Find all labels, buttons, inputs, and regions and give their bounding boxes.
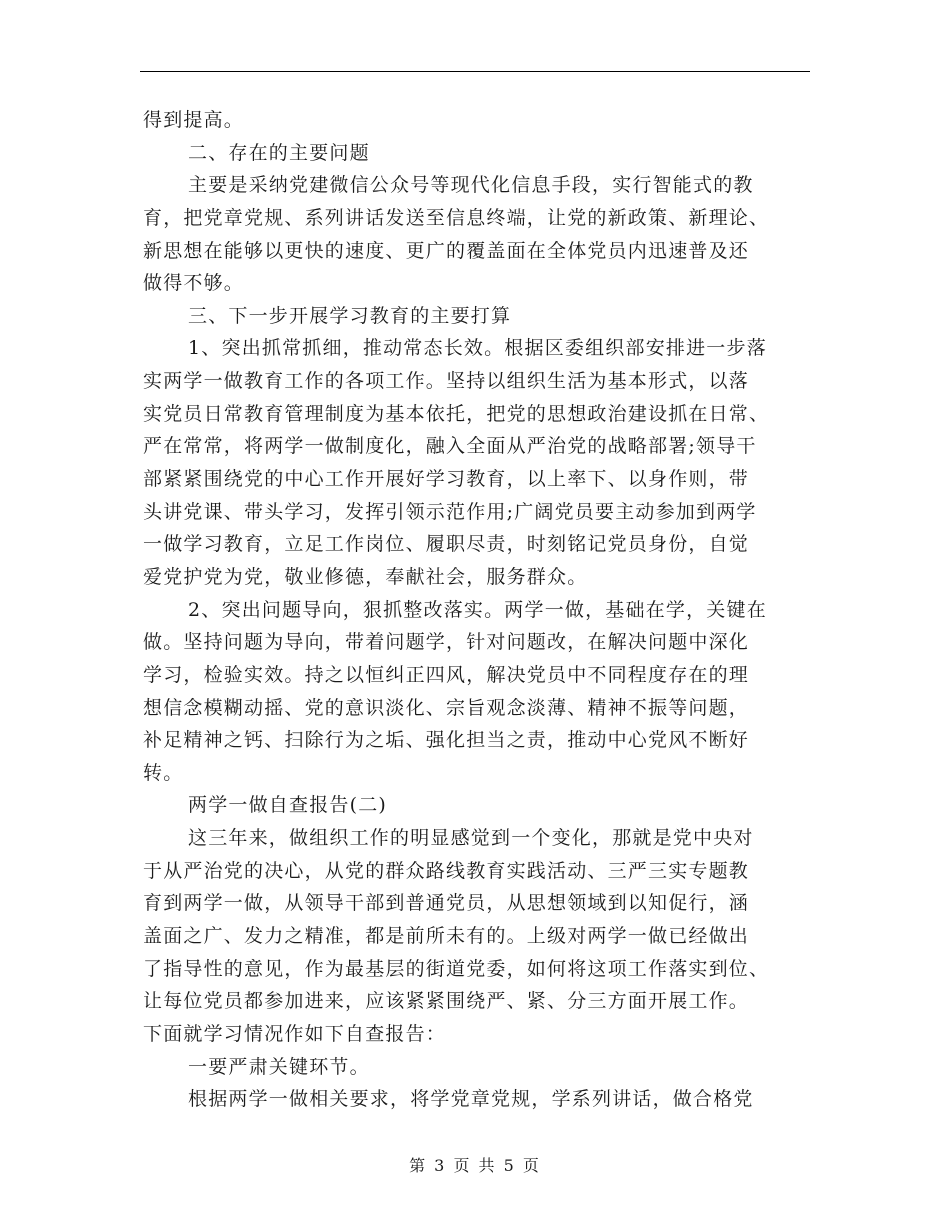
text-line: 1、突出抓常抓细，推动常态长效。根据区委组织部安排进一步落	[188, 337, 767, 360]
header-rule	[140, 71, 810, 72]
text-line: 部紧紧围绕党的中心工作开展好学习教育，以上率下、以身作则，带	[143, 468, 750, 491]
text-line: 学习，检验实效。持之以恒纠正四风，解决党员中不同程度存在的理	[143, 663, 750, 686]
text-line: 这三年来，做组织工作的明显感觉到一个变化，那就是党中央对	[188, 827, 754, 850]
text-line: 育，把党章党规、系列讲话发送至信息终端，让党的新政策、新理论、	[143, 206, 770, 229]
text-line: 主要是采纳党建微信公众号等现代化信息手段，实行智能式的教	[188, 174, 754, 197]
text-line: 两学一做自查报告(二)	[188, 794, 388, 817]
text-line: 根据两学一做相关要求，将学党章党规，学系列讲话，做合格党	[188, 1088, 754, 1111]
text-line: 做。坚持问题为导向，带着问题学，针对问题改，在解决问题中深化	[143, 631, 750, 654]
text-line: 育到两学一做，从领导干部到普通党员，从思想领域到以知促行，涵	[143, 892, 750, 915]
text-line: 做得不够。	[143, 272, 245, 295]
document-body	[143, 104, 810, 1116]
text-line: 想信念模糊动摇、党的意识淡化、宗旨观念淡薄、精神不振等问题，	[143, 696, 750, 719]
page-footer: 第 3 页 共 5 页	[409, 1156, 541, 1175]
text-line: 实党员日常教育管理制度为基本依托，把党的思想政治建设抓在日常、	[143, 402, 770, 425]
text-line: 下面就学习情况作如下自查报告：	[143, 1022, 447, 1045]
text-line: 得到提高。	[143, 109, 245, 131]
text-line: 于从严治党的决心，从党的群众路线教育实践活动、三严三实专题教	[143, 859, 750, 882]
text-line: 头讲党课、带头学习，发挥引领示范作用;广阔党员要主动参加到两学	[143, 500, 757, 523]
text-line: 2、突出问题导向，狠抓整改落实。两学一做，基础在学，关键在	[188, 598, 767, 621]
text-line: 三、下一步开展学习教育的主要打算	[188, 304, 512, 327]
text-line: 转。	[143, 761, 184, 784]
text-line: 补足精神之钙、扫除行为之垢、强化担当之责，推动中心党风不断好	[143, 729, 750, 752]
text-line: 了指导性的意见，作为最基层的街道党委，如何将这项工作落实到位、	[143, 957, 770, 980]
text-line: 严在常常，将两学一做制度化，融入全面从严治党的战略部署;领导干	[143, 435, 757, 458]
text-line: 一要严肃关键环节。	[188, 1055, 370, 1078]
text-line: 一做学习教育，立足工作岗位、履职尽责，时刻铭记党员身份，自觉	[143, 533, 750, 556]
text-line: 新思想在能够以更快的速度、更广的覆盖面在全体党员内迅速普及还	[143, 239, 750, 262]
text-line: 让每位党员都参加进来，应该紧紧围绕严、紧、分三方面开展工作。	[143, 990, 750, 1013]
text-line: 实两学一做教育工作的各项工作。坚持以组织生活为基本形式，以落	[143, 370, 750, 393]
text-line: 二、存在的主要问题	[188, 141, 370, 164]
text-line: 爱党护党为党，敬业修德，奉献社会，服务群众。	[143, 565, 588, 588]
text-line: 盖面之广、发力之精准，都是前所未有的。上级对两学一做已经做出	[143, 925, 750, 948]
